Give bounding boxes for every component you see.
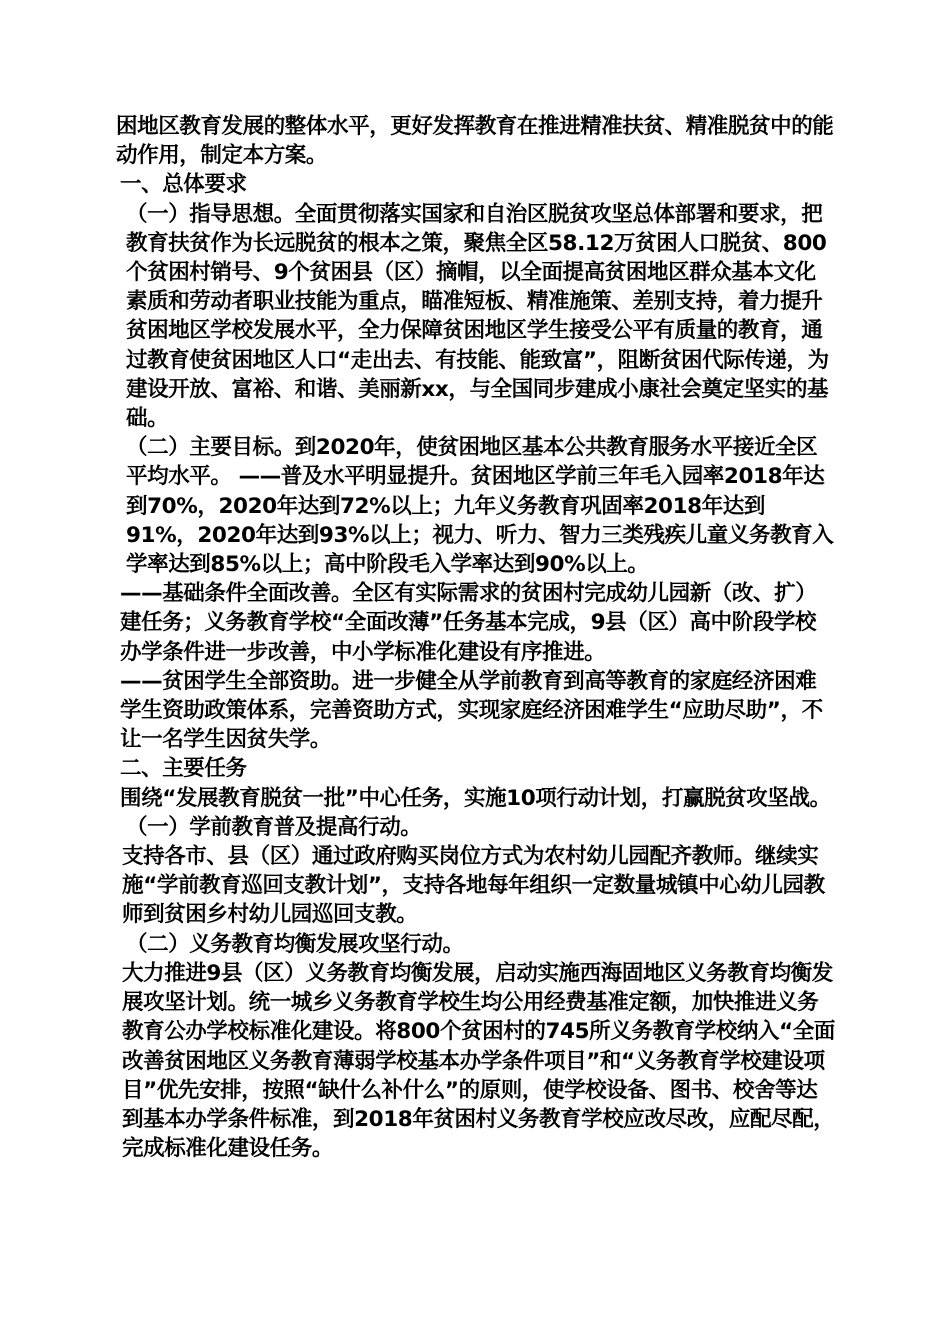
- paragraph-guiding-ideology: （一）指导思想。全面贯彻落实国家和自治区脱贫攻坚总体部署和要求，把教育扶贫作为长远脱贫的根本之策，聚焦全区58.12万贫困人口脱贫、800个贫困村销号、9个贫困县（区）摘帽，以全面提高贫困地区群众基本文化素质和劳动者职业技能为重点，瞄准短板、精准施策、差别支持，着力提升贫困地区学校发展水平，全力保障贫困地区学生接受公平有质量的教育，通过教育使贫困地区人口“走出去、有技能、能致富”，阻断贫困代际传递，为建设开放、富裕、和谐、美丽新xx，与全国同步建成小康社会奠定坚实的基础。: [126, 201, 829, 432]
- paragraph-main-goals: （二）主要目标。到2020年，使贫困地区基本公共教育服务水平接近全区平均水平。 ——普及水平明显提升。贫困地区学前三年毛入园率2018年达到70%，2020年达到72%以上；九年义务教育巩固率2018年达到91%，2020年达到93%以上；视力、听力、智力三类残疾儿童义务教育入学率达到85%以上；高中阶段毛入学率达到90%以上。: [126, 435, 834, 578]
- paragraph-preschool: 支持各市、县（区）通过政府购买岗位方式为农村幼儿园配齐教师。继续实施“学前教育巡回支教计划”，支持各地每年组织一定数量城镇中心幼儿园教师到贫困乡村幼儿园巡回支教。: [122, 844, 825, 928]
- heading-general-requirements: 一、总体要求: [120, 172, 247, 198]
- paragraph-compulsory-education: 大力推进9县（区）义务教育均衡发展，启动实施西海固地区义务教育均衡发展攻坚计划。统一城乡义务教育学校生均公用经费基准定额，加快推进义务教育公办学校标准化建设。将800个贫困村的745所义务教育学校纳入“全面改善贫困地区义务教育薄弱学校基本办学条件项目”和“义务教育学校建设项目”优先安排，按照“缺什么补什么”的原则，使学校设备、图书、校舍等达到基本办学条件标准，到2018年贫困村义务教育学校应改尽改，应配尽配，完成标准化建设任务。: [122, 960, 835, 1162]
- heading-main-tasks: 二、主要任务: [120, 756, 247, 782]
- heading-preschool-action: （一）学前教育普及提高行动。: [126, 814, 422, 840]
- paragraph-intro: 困地区教育发展的整体水平，更好发挥教育在推进精准扶贫、精准脱贫中的能动作用，制定本方案。: [116, 114, 834, 169]
- document-body: [116, 112, 836, 1163]
- paragraph-basic-conditions: ——基础条件全面改善。全区有实际需求的贫困村完成幼儿园新（改、扩）建任务；义务教育学校“全面改薄”任务基本完成，9县（区）高中阶段学校办学条件进一步改善，中小学标准化建设有序推进。: [120, 581, 817, 665]
- paragraph-action-plans: 围绕“发展教育脱贫一批”中心任务，实施10项行动计划，打赢脱贫攻坚战。: [120, 785, 831, 811]
- paragraph-student-aid: ——贫困学生全部资助。进一步健全从学前教育到高等教育的家庭经济困难学生资助政策体系，完善资助方式，实现家庭经济困难学生“应助尽助”，不让一名学生因贫失学。: [120, 668, 823, 753]
- heading-compulsory-education-action: （二）义务教育均衡发展攻坚行动。: [126, 931, 464, 957]
